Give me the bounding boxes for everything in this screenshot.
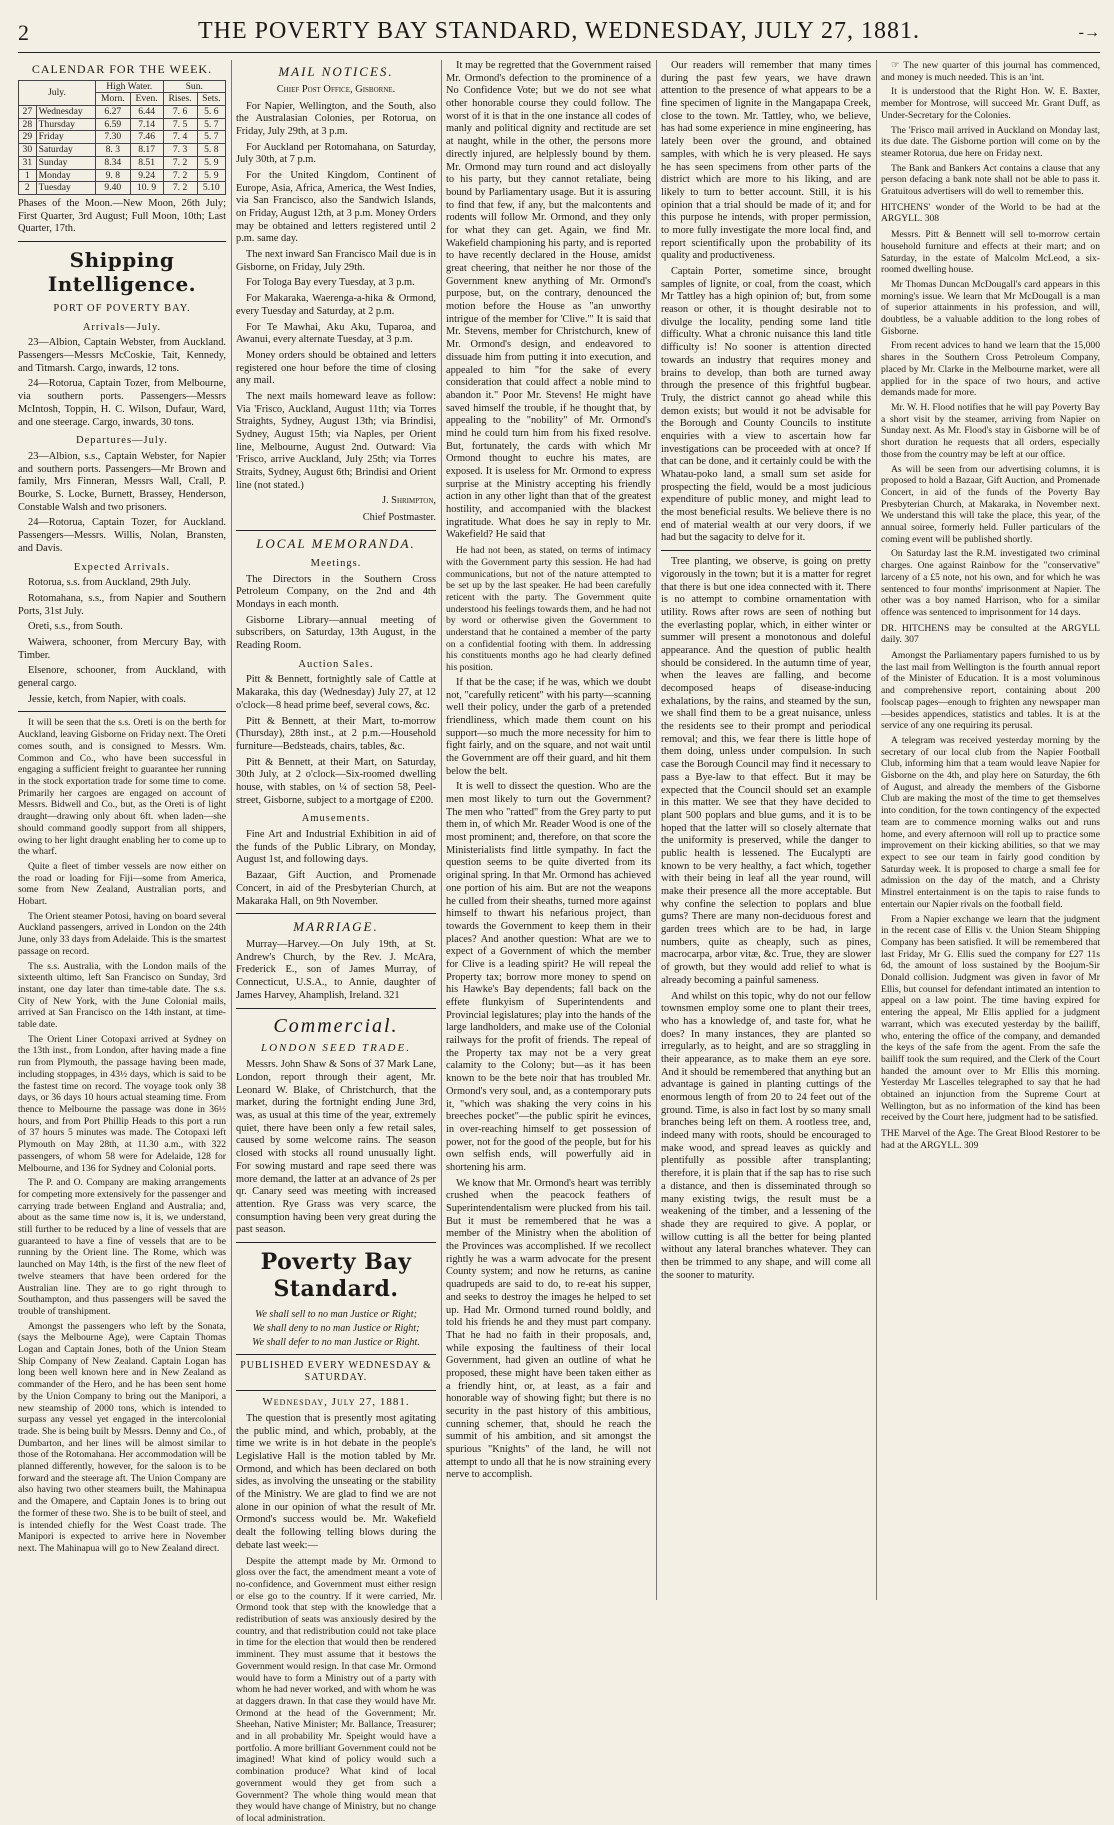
calendar-cell: Thursday bbox=[36, 118, 95, 131]
calendar-row bbox=[19, 156, 226, 169]
motto-line: We shall deny to no man Justice or Right; bbox=[252, 1322, 420, 1334]
calendar-cell: 9.40 bbox=[95, 182, 130, 195]
mail-item: For Makaraka, Waerenga-a-hika & Ormond, every Tuesday and Saturday, at 2 p.m. bbox=[236, 293, 436, 317]
mail-item: The next mails homeward leave as follow: Via 'Frisco, Auckland, August 11th; via Torres Straights, Sydney, August 13th; via Brindisi, Sydney, August 15th; via Naples, per Orient line, Melbourne, August 2nd. Outward: Via 'Frisco, arrive Auckland, July 25th; via Torres Straits, Sydney, August 6th; Brindisi and Orient line (not stated.) bbox=[236, 390, 436, 491]
column-2 bbox=[236, 60, 436, 1824]
calendar-cell: 5. 7 bbox=[197, 118, 225, 131]
expected-item: Rotomahana, s.s., from Napier and Southern Ports, 31st July. bbox=[18, 592, 226, 617]
divider bbox=[236, 1242, 436, 1243]
lignite-paragraph: Captain Porter, sometime since, brought samples of lignite, or coal, from the coast, which Mr Tattley has a high opinion of; but, from some reason or other, it is thought desirable not to divulge the locality, pending some land title difficulty. What a chronic nuisance this land title difficulty is! No sooner is attention directed towards an industry that requires money and brains to develop, than both are turned away through the presence of this frightful bugbear. Truly, the district cannot go ahead while this demon exists; but would it not be advisable for the Borough and County Councils to institute enquiries with a view to ascertain how far investigations can be proceeded with at once? If that can be done, and it certainly could be with the Whatau-poko land, a small sum set aside for prospecting the field, would be a most judicious expenditure of public money, and might lead to the most beneficial results. We believe there is no end of material wealth at our very doors, if we had but the sagacity to delve for it. bbox=[661, 266, 871, 544]
calendar-cell: 7. 6 bbox=[163, 106, 197, 119]
calendar-cell: Tuesday bbox=[36, 182, 95, 195]
calendar-header-sets: Sets. bbox=[197, 93, 225, 106]
mail-item: For Napier, Wellington, and the South, also the Australasian Colonies, per Rotorua, on Friday, July 29th, at 3 p.m. bbox=[236, 100, 436, 137]
marriage-ref: 321 bbox=[383, 989, 400, 1001]
calendar-row bbox=[19, 131, 226, 144]
seed-trade-heading: LONDON SEED TRADE. bbox=[261, 1041, 411, 1054]
calendar-cell: Sunday bbox=[36, 156, 95, 169]
trees-paragraph: And whilst on this topic, why do not our fellow townsmen employ some one to plant their trees, who has a knowledge of, and taste for, what he does? In many instances, they are planted so irregularly, as to height, and are so straggling in their appearance, as to make them an eye sore. And it should be remembered that anything but an advantage is gained in planting cuttings of the enormous length of from 20 to 24 feet out of the ground. Time, is also in fact lost by so many small branches being left on them. A rootless tree, and, indeed many with roots, should be encouraged to make wood, and spread leaves as quickly and plentifully as possible after transplanting; therefore, it is plain that if the sap has to rise such a distance, and then is disseminated through so many existing twigs, the result must be a weakening of the timber, and a lessening of the shade they are required to give. A poplar, or willow cutting is all the better for being planted without any lateral branches whatever. They can then be trimmed to any shape, and will come all the sooner to maturity. bbox=[661, 990, 871, 1281]
calendar-cell: 27 bbox=[19, 106, 37, 119]
departure-item: 23—Albion, s.s., Captain Webster, for Napier and southern ports. Passengers—Mr Brown and family, Mrs Finneran, Messrs Wall, Crall, P. Bourke, S. Locke, Burnett, Brassey, Henderson, Constable Walsh and two prisoners. bbox=[18, 451, 226, 513]
expected-heading: Expected Arrivals. bbox=[73, 561, 171, 573]
calendar-cell: Wednesday bbox=[36, 106, 95, 119]
calendar-cell: 9.24 bbox=[130, 169, 163, 182]
calendar-cell: 7. 3 bbox=[163, 144, 197, 157]
calendar-cell: 7. 2 bbox=[163, 156, 197, 169]
calendar-cell: 2 bbox=[19, 182, 37, 195]
news-note: Mr Thomas Duncan McDougall's card appears in this morning's issue. We learn that Mr McDougall is a man of superior attainments in his profession, and will, doubtless, be a valuable addition to the long robes of Gisborne. bbox=[881, 278, 1100, 337]
shipping-note: The Orient steamer Potosi, having on board several Auckland passengers, arrived in London on the 24th June, only 33 days from Adelaide. This is the smartest passage on record. bbox=[18, 910, 226, 957]
calendar-row bbox=[19, 106, 226, 119]
news-note: Mr. W. H. Flood notifies that he will pay Poverty Bay a short visit by the steamer, arriving from Napier on Sunday next. As Mr. Flood's stay in Gisborne will be of short duration he requests that all orders, especially those from the country may be left at our office. bbox=[881, 401, 1100, 460]
calendar-cell: 28 bbox=[19, 118, 37, 131]
shipping-note: The P. and O. Company are making arrangements for competing more extensively for the passenger and carrying trade between England and Australia; and, about as the same time now is, it is, we understand, still further to be reduced by a line of vessels that are guaranteed to have a fine of vessels that are to be running by the Orient line. The Rome, which was launched on May 14th, is the first of the new fleet of twelve steamers that have been ordered for the Australian line. They are to go right through to Southampton, and thus passengers will be saved the trouble of transhipment. bbox=[18, 1177, 226, 1317]
news-note: ☞ The new quarter of this journal has commenced, and money is much needed. This is an 'int. bbox=[881, 60, 1100, 83]
amusement-item: Bazaar, Gift Auction, and Promenade Concert, in aid of the Presbyterian Church, at Makaraka Hall, on 9th November. bbox=[236, 870, 436, 907]
expected-item: Elsenore, schooner, from Auckland, with general cargo. bbox=[18, 665, 226, 690]
shipping-note: It will be seen that the s.s. Oreti is on the berth for Auckland, leaving Gisborne on Friday next. The Oreti comes south, and is consigned to Messrs. Wm. Common and Co., who have been successful in engaging a sufficient freight to guarantee her running in the stock exportation trade for some time to come. Primarily her cargoes are engaged on account of Messrs. Bidwell and Co., but, as the Oreti is of light draught—drawing only about 6ft. when laden—she should command goodly support from all shippers, owing to her light draught enabling her to come up to the wharf. bbox=[18, 717, 226, 858]
calendar-cell: 10. 9 bbox=[130, 182, 163, 195]
calendar-cell: 5. 9 bbox=[197, 156, 225, 169]
expected-item: Oreti, s.s., from South. bbox=[28, 621, 123, 633]
masthead bbox=[18, 18, 1100, 53]
mail-item: For Tologa Bay every Tuesday, at 3 p.m. bbox=[246, 277, 415, 289]
mail-signature: J. Shrimpton, bbox=[381, 495, 436, 507]
divider bbox=[236, 913, 436, 914]
published-line: PUBLISHED EVERY WEDNESDAY & SATURDAY. bbox=[240, 1360, 432, 1384]
shipping-note: The s.s. Australia, with the London mails of the sixteenth ultimo, left San Francisco on Sunday, 3rd instant, one day later than time-table date. The s.s. City of New York, with the June Colonial mails, arrived at San Francisco on the 14th instant, at time-table date. bbox=[18, 960, 226, 1031]
newspaper-title: THE POVERTY BAY STANDARD, WEDNESDAY, JULY 27, 1881. bbox=[198, 18, 920, 44]
calendar-cell: 29 bbox=[19, 131, 37, 144]
mail-signature-title: Chief Postmaster. bbox=[362, 512, 436, 524]
news-note: As will be seen from our advertising columns, it is proposed to hold a Bazaar, Gift Auction, and Promenade Concert, in aid of the funds of the Poverty Bay Presbyterian Church, at Makaraka, in November next. We understand this will take the place, this year, of the annual soiree, formerly held. Fuller particulars of the coming event will be published shortly. bbox=[881, 463, 1100, 545]
meeting-item: The Directors in the Southern Cross Petroleum Company, on the 2nd and 4th Mondays in each month. bbox=[236, 573, 436, 610]
standard-heading: Poverty Bay Standard. bbox=[260, 1248, 412, 1302]
arrival-item: 23—Albion, Captain Webster, from Auckland. Passengers—Messrs McCoskie, Tait, Kennedy, and Titmarsh. Cargo, inwards, 12 tons. bbox=[18, 337, 226, 374]
calendar-body bbox=[19, 106, 226, 195]
issue-date: Wednesday, July 27, 1881. bbox=[262, 1395, 410, 1408]
calendar-row bbox=[19, 169, 226, 182]
mail-heading: MAIL NOTICES. bbox=[278, 64, 394, 79]
calendar-header-month: July. bbox=[19, 80, 96, 105]
column-5 bbox=[881, 60, 1100, 1600]
amusements-heading: Amusements. bbox=[301, 813, 371, 825]
column-rule bbox=[876, 60, 877, 1600]
seed-trade-text: Messrs. John Shaw & Sons of 37 Mark Lane, London, report through their agent, Mr. Leonard W. Blake, of Christchurch, that the market, during the fortnight ending June 3rd, was, as usual at this time of the year, extremely quiet, there have been only a few retail sales, caused by some welcome rains. The season closed with stocks all round unusually light. For sowing mustard and rape seed there was more demand, the latter at an advance of 2s per qr. Canary seed was meeting with increased attention. Rye Grass was very scarce, the consumption having been very great during the past season. bbox=[236, 1059, 436, 1236]
column-1 bbox=[18, 60, 226, 1600]
leader-paragraph: It may be regretted that the Government raised Mr. Ormond's defection to the prominence of a No Confidence Vote; but we do not see what other honorable course they could follow. The worst of it is that in the one instance all codes of manly and political dignity and rectitude are set at naught, while in the other, the persons more directly injured, are helplessly bound by them. Mr. Ormond may turn round and act disloyally to his party, but they cannot retaliate, being bound by Parliamentary usage. But it is assuring to find that few, if any, but the malcontents and rodents will follow Mr. Ormond, and they only for what they can get. Again, we find Mr. Wakefield championing his party, and is reported to have recently declared in the House, amidst great cheering, that neither he nor those of the Government knew anything of Mr. Ormond's purpose, but, on the contrary, denounced the motion before the House as "an unworthy intrigue of the member for 'Clive.'" It is said that Mr. Stevens, member for Christchurch, knew of Mr. Ormond's design, and endeavored to dissuade him from putting it into execution, and appealed to him "for the sake of every consideration that could affect a noble mind to abandon it." Poor Mr. Stevens! He might have saved himself the trouble, if he thought that, by appealing to the "nobility" of Mr. Ormond's mind he could turn him from his fixed resolve. But, fortunately, the cards with which Mr Ormond thought to euchre his mates, are exposed. It is useless for Mr. Ormond to express surprise at the Ministry accepting his friendly action in any other light than that of the greatest hostility, and accompanied with the blackest ingratitude. What does he say in reply to Mr. Wakefield? He said that bbox=[446, 60, 651, 541]
shipping-note: Quite a fleet of timber vessels are now either on the road or loading for Fiji—some from America, some from New Zealand, Australian ports, and Hobart. bbox=[18, 860, 226, 908]
auction-heading: Auction Sales. bbox=[298, 658, 374, 670]
news-note: Messrs. Pitt & Bennett will sell to-morrow certain household furniture and effects at their mart; and on Saturday, in the estate of Malcolm McLeod, a six-roomed dwelling house. bbox=[881, 229, 1100, 276]
column-rule bbox=[231, 60, 232, 1600]
calendar-header-even: Even. bbox=[130, 93, 163, 106]
calendar-cell: 7. 5 bbox=[163, 118, 197, 131]
calendar-row bbox=[19, 182, 226, 195]
port-heading: PORT OF POVERTY BAY. bbox=[53, 302, 191, 314]
calendar-header-water: High Water. bbox=[95, 80, 163, 93]
leader-paragraph: If that be the case; if he was, which we doubt not, "carefully reticent" with his party—scanning well their policy, under the garb of a pretended friendliness, which made them count on his support—so much the more necessity for him to fight fairly, and on the square, and not wait until the Government are off their guard, and hit them below the belt. bbox=[446, 676, 651, 777]
leader-paragraph: We know that Mr. Ormond's heart was terribly crushed when the peacock feathers of Superintendentalism were plucked from his tail. But it must be remembered that he was a member of the Ministry when the abolition of the Provinces was accomplished. If we recollect rightly he was a warm advocate for the present County system; and now he returns, as canine quadrupeds are said to do, to re-eat his supper, and seeks to destroy the images he helped to set up. Had Mr. Ormond turned round boldly, and told his friends he and they must part company. That he had no faith in their proposals, and, while exposing the faultiness of their local Government, had given an outline of what he proposed, these might have been taken either as a friendly hint, or, at least, as a fair and honorable way of showing fight; but there is no security in the past history of this ambitious, cunning schemer, that, should he reach the summit of his ambition, and sit amongst the spurious "Knights" of the land, he will not attempt to undo all that he is now straining every nerve to accomplish. bbox=[446, 1177, 651, 1481]
calendar-cell: 6.44 bbox=[130, 106, 163, 119]
news-note: A telegram was received yesterday morning by the secretary of our local club from the Napier Football Club, informing him that a team would leave Napier for Gisborne on the 4th, and play here on Saturday, the 6th of August, and already the members of the Gisborne Club are making the most of the time to get themselves into condition, for the town contingency of the expected team are to commence morning walks out and runs home, and every afternoon will roll up to practice some improvement on their kicking abilities, so that we may expect to see our team in fairly good condition by Saturday week. It is proposed to charge a small fee for admission on the day of the match, and a Christy Minstrel entertainment is on the tapis to raise funds to entertain our Napier rivals on the football field. bbox=[881, 734, 1100, 910]
divider bbox=[236, 1390, 436, 1391]
calendar-row bbox=[19, 144, 226, 157]
divider bbox=[661, 550, 871, 551]
mail-item: Money orders should be obtained and letters registered one hour before the time of closing any mail. bbox=[236, 349, 436, 387]
calendar-cell: 5. 9 bbox=[197, 169, 225, 182]
column-4 bbox=[661, 60, 871, 1600]
calendar-cell: 7. 2 bbox=[163, 182, 197, 195]
mail-item: For Auckland per Rotomahana, on Saturday, July 30th, at 7 p.m. bbox=[236, 141, 436, 166]
calendar-header-rises: Rises. bbox=[163, 93, 197, 106]
calendar-row bbox=[19, 118, 226, 131]
calendar-cell: 8.17 bbox=[130, 144, 163, 157]
calendar-cell: 7. 4 bbox=[163, 131, 197, 144]
calendar-table bbox=[18, 80, 226, 195]
calendar-cell: 5. 8 bbox=[197, 144, 225, 157]
calendar-cell: 5.10 bbox=[197, 182, 225, 195]
calendar-cell: 30 bbox=[19, 144, 37, 157]
calendar-cell: 8.34 bbox=[95, 156, 130, 169]
calendar-cell: Monday bbox=[36, 169, 95, 182]
arrow-mark-icon: -→ bbox=[1078, 24, 1100, 41]
news-note: Amongst the Parliamentary papers furnished to us by the last mail from Wellington is the fourth annual report of the Minister of Education. It is a most voluminous and comprehensive report, containing about 200 foolscap pages—enough to frighten any newspaper man—besides appendices, statistics and tables. It is at the service of any one requiring its perusal. bbox=[881, 650, 1100, 732]
departure-item: 24—Rotorua, Captain Tozer, for Auckland. Passengers—Messrs. Willis, Nolan, Bransten, and Davis. bbox=[18, 517, 226, 554]
amusement-item: Fine Art and Industrial Exhibition in aid of the funds of the Public Library, on Monday, August 1st, and following days. bbox=[236, 829, 436, 866]
divider bbox=[236, 1008, 436, 1009]
calendar-cell: 1 bbox=[19, 169, 37, 182]
arrival-item: 24—Rotorua, Captain Tozer, from Melbourne, via southern ports. Passengers—Messrs McIntosh, Toppin, H. C. Wilson, Dufaur, Ward, and one steerage. Cargo, inwards, 30 tons. bbox=[18, 378, 226, 428]
advertisement: DR. HITCHENS may be consulted at the ARGYLL daily. 307 bbox=[881, 622, 1100, 646]
calendar-cell: 7.46 bbox=[130, 131, 163, 144]
advertisement: HITCHENS' wonder of the World to be had at the ARGYLL. 308 bbox=[881, 201, 1100, 225]
divider bbox=[236, 530, 436, 531]
local-heading: LOCAL MEMORANDA. bbox=[256, 535, 416, 551]
marriage-text: Murray—Harvey.—On July 19th, at St. Andrew's Church, by the Rev. J. McAra, Frederick E., son of James Murray, of Connecticut, U.S.A., to Annie, daughter of James Harvey, Ahamplish, Ireland. bbox=[236, 939, 436, 1001]
arrivals-heading: Arrivals—July. bbox=[82, 321, 162, 333]
news-note: On Saturday last the R.M. investigated two criminal charges. One against Rainbow for the "conservative" larceny of a £5 note, not his own, and for which he was sentenced to four months' imprisonment at Napier. The other was a boy named Harrison, who for a similar offence was sentenced to imprisonment for 14 days. bbox=[881, 548, 1100, 618]
news-note: The Bank and Bankers Act contains a clause that any person defacing a bank note shall not be able to pass it. Gratuitous advertisers will do well to remember this. bbox=[881, 162, 1100, 198]
shipping-heading: Shipping Intelligence. bbox=[47, 248, 197, 297]
column-rule bbox=[656, 60, 657, 1600]
calendar-cell: 7.14 bbox=[130, 118, 163, 131]
marriage-heading: MARRIAGE. bbox=[293, 919, 379, 935]
advertisement: THE Marvel of the Age. The Great Blood Restorer to be had at the ARGYLL. 309 bbox=[881, 1128, 1100, 1151]
expected-item: Waiwera, schooner, from Mercury Bay, with Timber. bbox=[18, 637, 226, 661]
calendar-cell: 8.51 bbox=[130, 156, 163, 169]
leader-quote: Despite the attempt made by Mr. Ormond to gloss over the fact, the amendment meant a vote of no-confidence, and Government must either resign or else go to the country. If it were carried, Mr. Ormond took that step with the knowledge that a redistribution of seats was anxiously desired by the country, and that redistribution could not take place in time for the election that would then be rendered imminent. They must assume that it bestows the Government would resign. In that case Mr. Ormond would have to form a Ministry out of a party with whom he had never worked, and with whom he was at daggers drawn. In that case they would have Mr. Ormond at the head of the Government; Mr. Sheehan, Native Minister; Mr. Ballance, Treasurer; and in all probability Mr. Speight would have a portfolio. A more brilliant Government could not be imagined! What kind of policy would such a combination produce? What kind of local government would they get from such a Government? The whole thing would mean that they would have change of Ministry, but no change of local administration. bbox=[236, 1555, 436, 1824]
lignite-paragraph: Our readers will remember that many times during the past few years, we have drawn attention to the presence of what appears to be a fine specimen of lignite in the Mangapapa Creek, close to the town. Mr. Tattley, who, we believe, has had some experience in mine engineering, has lately been over the ground, and obtained samples, with which he is very pleased. He says he has seen specimens from other parts of the district which are more to his liking, and are likely to turn to better account. Still, it is his opinion that a trial should be made of it; and for this purpose he intends, with proper permission, to more fully investigate the more local find, and report scientifically upon the probability of its quality and productiveness. bbox=[661, 60, 871, 262]
column-rule bbox=[441, 60, 442, 1600]
divider bbox=[18, 241, 226, 242]
shipping-note: Amongst the passengers who left by the Sonata, (says the Melbourne Age), were Captain Thomas Logan and Captain Jones, both of the Union Steam Ship Company of New Zealand. Captain Logan has long been well known here and in New Zealand as commander of the Hero, and he has been sent home by the Union Company to bring out the Manipori, a new steamship of 2000 tons, which is intended to surpass any vessel yet engaged in the intercolonial trade. She is being built by Messrs. Denny and Co., of Dumbarton, and her lines will be almost similar to those of the Rotomahana. Her accommodation will be planned differently, however, for the saloon is to be forward and the steerage aft. The Union Company are also having two other steamers built, the Mahinapua and the Omapere, and Captain Jones is to bring out the former of these two. She is to be built of steel, and is intended chiefly for the West Coast trade. The Manipori is expected to arrive here in November next. The Mahinapua will go to New Zealand direct. bbox=[18, 1320, 226, 1554]
calendar-cell: 5. 7 bbox=[197, 131, 225, 144]
moon-phases: Phases of the Moon.—New Moon, 26th July; First Quarter, 3rd August; Full Moon, 10th; Last Quarter, 17th. bbox=[18, 197, 226, 235]
expected-item: Jessie, ketch, from Napier, with coals. bbox=[28, 693, 186, 705]
calendar-cell: 5. 6 bbox=[197, 106, 225, 119]
calendar-cell: Friday bbox=[36, 131, 95, 144]
divider bbox=[18, 711, 226, 712]
calendar-cell: 9. 8 bbox=[95, 169, 130, 182]
auction-item: Pitt & Bennett, fortnightly sale of Cattle at Makaraka, this day (Wednesday) July 27, at 12 o'clock—8 head prime beef, several cows, &c. bbox=[236, 674, 436, 711]
calendar-cell: 7. 2 bbox=[163, 169, 197, 182]
leader-paragraph: The question that is presently most agitating the public mind, and which, probably, at the time we write is in hot debate in the people's Legislative Hall is the motion tabled by Mr. Ormond, and which has been declared on both sides, as involving the unseating or the stability of the Ministry. We are glad to find we are not alone in our opinion of what the result of Mr. Ormond's success would be. Mr. Wakefield dealt the following telling blows during the debate last week:— bbox=[236, 1412, 436, 1551]
motto-line: We shall sell to no man Justice or Right; bbox=[255, 1308, 417, 1320]
auction-item: Pitt & Bennett, at their Mart, to-morrow (Thursday), 28th inst., at 2 p.m.—Household furniture—Bedsteads, chairs, tables, &c. bbox=[236, 715, 436, 752]
news-note: From a Napier exchange we learn that the judgment in the recent case of Ellis v. the Union Steam Shipping Company has been satisfied. It will be remembered that last Friday, Mr G. Ellis sued the company for £27 11s 6d, the amount of loss sustained by the Boojum-Sir Donald collision. Judgment was given in favor of Mr Ellis, but counsel for defendant intimated an intention to appeal on a law point. The time having expired for entering the appeal, Mr Ellis applied for a judgment warrant, which was executed yesterday by the bailiff, who, entering the office of the company, and demanded the keys of the safe from the agent. From the safe the bailiff took the sum required, and the Clerk of the Court handed the amount over to Mr Ellis this morning. Yesterday Mr Lascelles telegraphed to say that he had obtained an injunction from the Supreme Court at Wellington, but as no information of the kind has been received by the Court here, judgment had to be satisfied. bbox=[881, 913, 1100, 1124]
mail-item: The next inward San Francisco Mail due is in Gisborne, on Friday, July 29th. bbox=[236, 249, 436, 273]
departures-heading: Departures—July. bbox=[75, 435, 168, 447]
meeting-item: Gisborne Library—annual meeting of subscribers, on Saturday, 13th August, in the Reading Room. bbox=[236, 614, 436, 651]
leader-quote: He had not been, as stated, on terms of intimacy with the Government party this session. He had had communications, but not of the nature attempted to be set up by the last speaker. He had been carefully reticent with the party. The Government quite understood his feelings towards them, and he had not by word or otherwise given the Government to understand that he contained a member of the party on a confidential footing with them. In addressing his constituents months ago he had clearly defined his position. bbox=[446, 545, 651, 674]
mail-item: For Te Mawhai, Aku Aku, Tuparoa, and Awanui, every alternate Tuesday, at 3 p.m. bbox=[236, 321, 436, 346]
calendar-cell: 8. 3 bbox=[95, 144, 130, 157]
calendar-cell: 7.30 bbox=[95, 131, 130, 144]
leader-paragraph: It is well to dissect the question. Who are the men most likely to turn out the Government? The men who "ratted" from the Grey party to put them in, of which Mr. Reader Wood is one of the most prominent; and, therefore, on that score the Ministerialists find little sympathy. In fact the question seems to be quite diverted from its original spring. In that Mr. Ormond has achieved one portion of his aim. But are not the weapons he culled from their sheaths, turned more against himself to thwart his nefarious project, than towards the Government to keep them in their places? And another question: What are we to expect of a Government of which the member for Clive is a leading spirit? He will repeal the Property tax; borrow more money to spend on his Hawke's Bay dependents; fall back on the effete flunkyism of Superintendents and Provincial legislatures; play into the hands of the large landholders, and make use of the Colonial railways for the profit of friends. The repeal of the Property tax may not be a very great calamity to the Colony; but—as it has been known to be the bete noir that has troubled Mr. Ormond's very soul, and, as a contemporary puts it, "which was shaking the very coins in his breeches pocket"—the public spirit he evinces, in over-reaching himself to get possession of power, not for the good of the people, but for his own selfish ends, will powerfully aid in shortening his arm. bbox=[446, 781, 651, 1173]
marriage-notice bbox=[236, 939, 436, 1002]
mail-office: Chief Post Office, Gisborne. bbox=[276, 83, 396, 95]
news-note: From recent advices to hand we learn that the 15,000 shares in the Southern Cross Petroleum Company, placed by Mr. Clarke in the Melbourne market, were all applied for in the space of two hours, and active demands made for more. bbox=[881, 340, 1100, 399]
calendar-cell: Saturday bbox=[36, 144, 95, 157]
shipping-note: The Orient Liner Cotopaxi arrived at Sydney on the 13th inst., from London, after having made a fine run from Plymouth, the passage having been made, including stoppages, in 43½ days, which is said to be the fastest time on record. The voyage took only 38 days, or 36 days 10 hours actual steaming time. From thence to Melbourne the passage was done in 36½ hours, and from Port Phillip Heads to this port a run of 37 hours 5 minutes was made. The Cotopaxi left Plymouth on May 28th, at 11.30 a.m., with 322 passengers, of whom 58 were for Adelaide, 128 for Melbourne, and 136 for Sydney and Colonial ports. bbox=[18, 1033, 226, 1174]
trees-paragraph: Tree planting, we observe, is going on pretty vigorously in the town; but it is a matter for regret that there is but one idea connected with it. There is no attempt to combine ornamentation with utility. Rows after rows are seen of nothing but the everlasting poplar, which, in either winter or summer will present a monotonous and doleful appearance. And the question of public health should be considered. In the autumn time of year, when the leaves are falling, and become decomposed heaps of disease-inducing exhalations, by the rains, and steamed by the sun, we shall find them to be a great nuisance, unless the residents see to their prompt and periodical removal; and this, we fear there is little hope of them doing, unless under compulsion. In such case the Borough Council may find it necessary to pass a Bye-law to that effect. But it may be expected that the Council should set an example in this matter. We see that they have decided to plant 500 poplars and blue gums, and it is to be hoped that the latter will so closely alternate that the uniformity is preserved, while the danger to public health is lessened. The Eucalypti are known to be very healthy, a fact which, together with their being in leaf all the year round, will make their presence all the more acceptable. But why confine the selection to poplars and blue gums? There are many non-deciduous forest and garden trees which are to be had, in large numbers, quite as cheaply, such as pines, macrocarpa, arbor vitæ, &c. True, they are slower of growth, but they would add relief to what is already becoming a painful sameness. bbox=[661, 556, 871, 986]
news-note: It is understood that the Right Hon. W. E. Baxter, member for Montrose, will succeed Mr. Grant Duff, as Under-Secretary for the Colonies. bbox=[881, 86, 1100, 121]
calendar-cell: 31 bbox=[19, 156, 37, 169]
calendar-cell: 6.27 bbox=[95, 106, 130, 119]
column-3 bbox=[446, 60, 651, 1600]
page-number: 2 bbox=[18, 20, 29, 45]
calendar-title: CALENDAR FOR THE WEEK. bbox=[31, 62, 213, 76]
meetings-heading: Meetings. bbox=[310, 557, 362, 569]
calendar-cell: 6.59 bbox=[95, 118, 130, 131]
commercial-heading: Commercial. bbox=[273, 1014, 399, 1037]
motto-line: We shall defer to no man Justice or Right. bbox=[252, 1336, 420, 1348]
auction-item: Pitt & Bennett, at their Mart, on Saturday, 30th July, at 2 o'clock—Six-roomed dwelling house, with stables, on ¼ of section 58, Peel-street, Gisborne, subject to a mortgage of £200. bbox=[236, 756, 436, 806]
calendar-header-sun: Sun. bbox=[163, 80, 225, 93]
calendar-header-morn: Morn. bbox=[95, 93, 130, 106]
expected-item: Rotorua, s.s. from Auckland, 29th July. bbox=[28, 577, 191, 589]
mail-item: For the United Kingdom, Continent of Europe, Asia, Africa, America, the West Indies, via San Francisco, also the Sandwich Islands, on Friday, August 12th, at 3 p.m. Money Orders may be obtained and letters registered until 2 p.m. same day. bbox=[236, 169, 436, 245]
divider bbox=[236, 1354, 436, 1355]
news-note: The 'Frisco mail arrived in Auckland on Monday last, its due date. The Gisborne portion will come on by the steamer Rotorua, due here on Friday next. bbox=[881, 124, 1100, 159]
